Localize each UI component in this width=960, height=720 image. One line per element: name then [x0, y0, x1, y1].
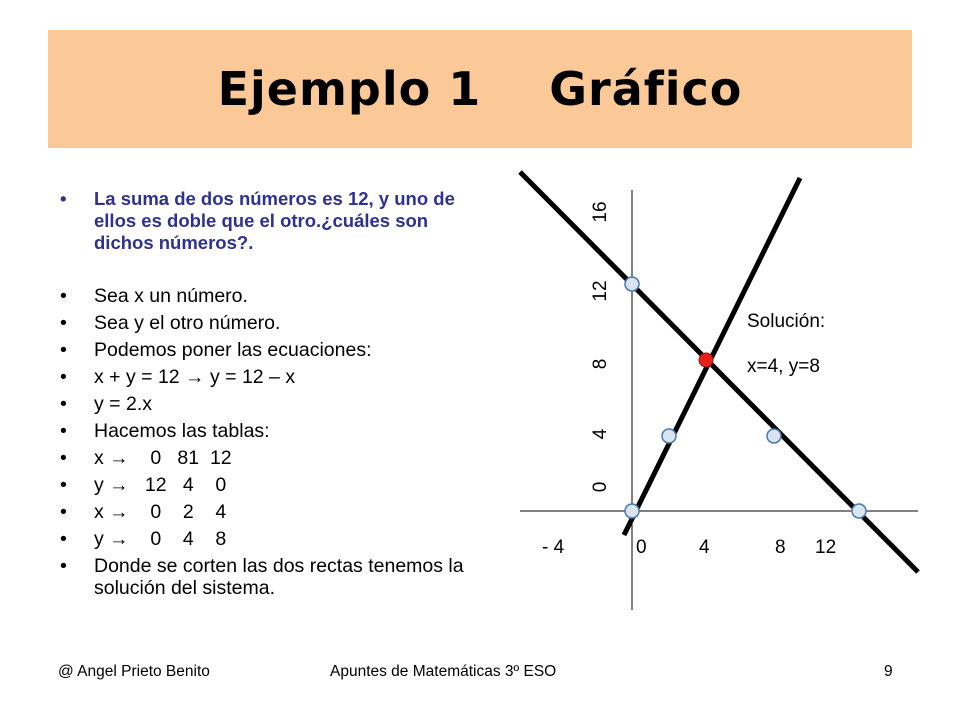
bullet-text: Podemos poner las ecuaciones: [94, 339, 372, 361]
bullet-dot: • [60, 420, 67, 442]
bullet-text: Donde se corten las dos rectas tenemos la solución del sistema. [94, 555, 464, 599]
x-tick-label: 8 [775, 537, 786, 558]
bullet-dot: • [60, 474, 67, 496]
bullet-text: Sea x un número. [94, 285, 248, 307]
bullet-dot: • [60, 188, 67, 209]
bullet-dot: • [60, 555, 67, 577]
point-0-0 [625, 504, 639, 518]
solution-label: Solución: [747, 311, 826, 332]
y-tick-label: 4 [590, 428, 611, 440]
solution-value: x=4, y=8 [747, 356, 820, 377]
bullet-text: Sea y el otro número. [94, 312, 281, 334]
footer-page-number: 9 [884, 663, 893, 680]
x-tick-label: 12 [815, 537, 837, 558]
point-12-0 [852, 504, 866, 518]
slide-title: Ejemplo 1 Gráfico [217, 62, 743, 116]
x-tick-label: - 4 [542, 537, 565, 558]
y-tick-label: 16 [590, 201, 611, 223]
bullet-text: y → 12 4 0 [94, 474, 227, 496]
point-8-4 [767, 429, 781, 443]
bullet-dot: • [60, 312, 67, 334]
bullet-dot: • [60, 528, 67, 550]
bullet-dot: • [60, 339, 67, 361]
x-tick-label: 0 [636, 537, 647, 558]
bullet-dot: • [60, 501, 67, 523]
y-tick-label: 8 [590, 358, 611, 370]
y-tick-label: 0 [590, 481, 611, 493]
bullet-dot: • [60, 393, 67, 415]
point-0-12 [625, 277, 639, 291]
x-tick-label: 4 [699, 537, 710, 558]
solution-point [699, 353, 713, 367]
bullet-text: x → 0 2 4 [94, 501, 227, 523]
bullet-dot: • [60, 285, 67, 307]
footer-course: Apuntes de Matemáticas 3º ESO [330, 663, 557, 680]
point-2-4 [662, 429, 676, 443]
bullet-text: x + y = 12 → y = 12 – x [94, 366, 296, 388]
bullet-dot: • [60, 366, 67, 388]
bullet-text: La suma de dos números es 12, y uno de ellos es doble que el otro.¿cuáles son dichos números?. [94, 188, 455, 253]
y-tick-label: 12 [590, 280, 611, 302]
bullet-text: y → 0 4 8 [94, 528, 227, 550]
footer-author: @ Angel Prieto Benito [58, 663, 210, 680]
bullet-dot: • [60, 447, 67, 469]
bullet-text: y = 2.x [94, 393, 152, 415]
bullet-text: Hacemos las tablas: [94, 420, 270, 442]
bullet-text: x → 0 81 12 [94, 447, 232, 469]
